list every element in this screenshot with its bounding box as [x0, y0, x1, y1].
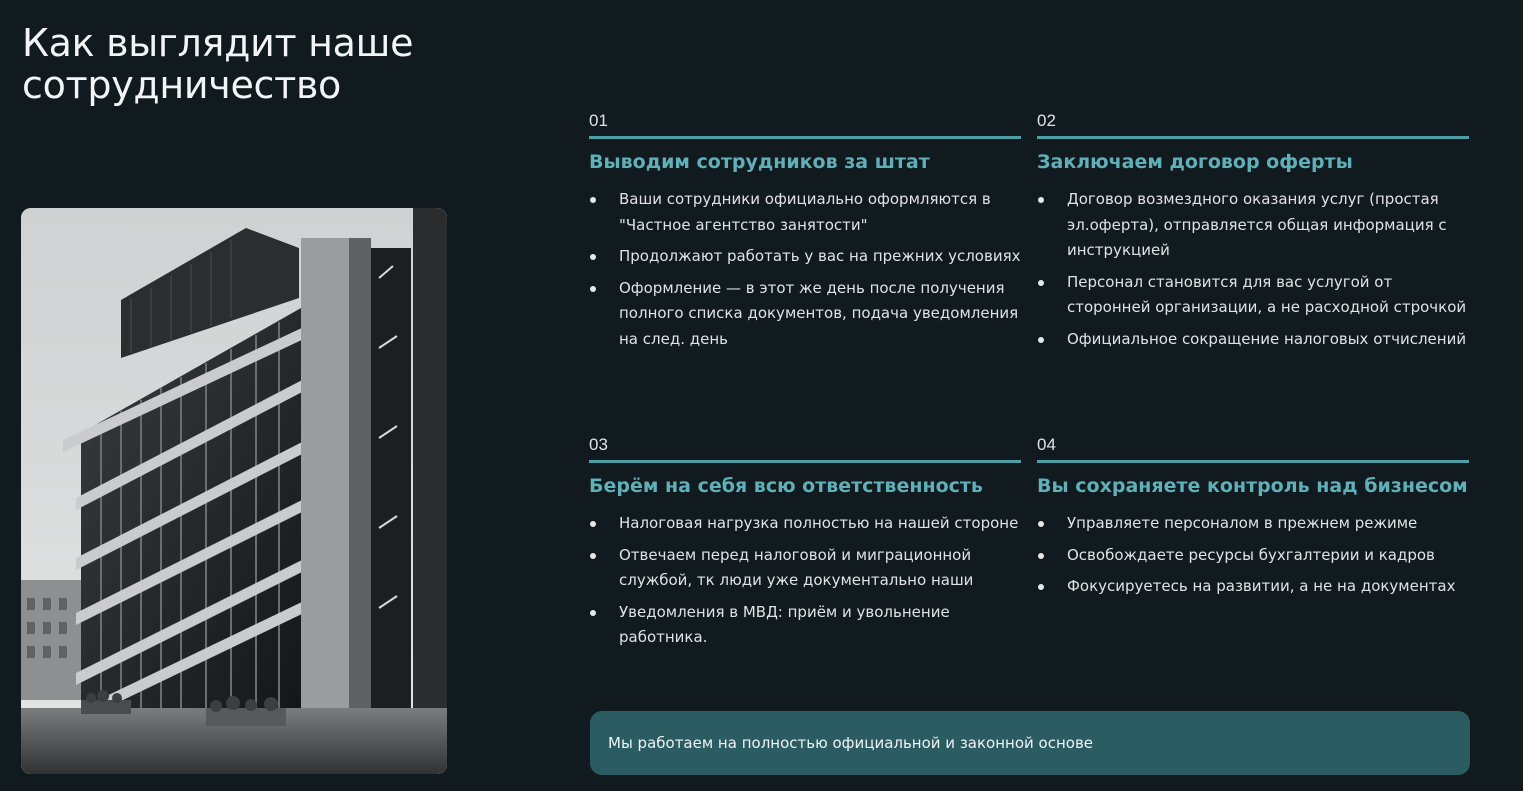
list-item: Оформление — в этот же день после получения полного списка документов, подача уведомления на след. день — [589, 276, 1021, 353]
legal-note-text: Мы работаем на полностью официальной и законной основе — [608, 734, 1094, 752]
page-title: Как выглядит наше сотрудничество — [22, 21, 414, 107]
list-item: Освобождаете ресурсы бухгалтерии и кадров — [1037, 543, 1469, 569]
card-title: Берём на себя всю ответственность — [589, 475, 983, 497]
list-item: Отвечаем перед налоговой и миграционной службой, тк люди уже документально наши — [589, 543, 1021, 594]
card-01 — [589, 110, 1021, 358]
bullet-list — [1037, 511, 1469, 600]
list-item: Фокусируетесь на развитии, а не на документах — [1037, 574, 1469, 600]
card-04 — [1037, 434, 1469, 606]
card-title: Вы сохраняете контроль над бизнесом — [1037, 475, 1468, 497]
card-number: 01 — [589, 111, 608, 130]
legal-note-banner — [590, 711, 1470, 775]
list-item: Официальное сокращение налоговых отчислений — [1037, 327, 1469, 353]
card-number: 03 — [589, 435, 608, 454]
list-item: Ваши сотрудники официально оформляются в "Частное агентство занятости" — [589, 187, 1021, 238]
card-03 — [589, 434, 1021, 657]
card-title: Заключаем договор оферты — [1037, 151, 1353, 173]
office-building-photo — [21, 208, 447, 774]
card-title: Выводим сотрудников за штат — [589, 151, 930, 173]
list-item: Договор возмездного оказания услуг (простая эл.оферта), отправляется общая информация с инструкцией — [1037, 187, 1469, 264]
list-item: Управляете персоналом в прежнем режиме — [1037, 511, 1469, 537]
card-divider — [589, 136, 1021, 139]
list-item: Персонал становится для вас услугой от сторонней организации, а не расходной строчкой — [1037, 270, 1469, 321]
card-divider — [1037, 460, 1469, 463]
list-item: Уведомления в МВД: приём и увольнение работника. — [589, 600, 1021, 651]
card-number: 02 — [1037, 111, 1056, 130]
card-divider — [589, 460, 1021, 463]
list-item: Налоговая нагрузка полностью на нашей стороне — [589, 511, 1021, 537]
card-divider — [1037, 136, 1469, 139]
bullet-list — [1037, 187, 1469, 352]
bullet-list — [589, 187, 1021, 352]
card-number: 04 — [1037, 435, 1056, 454]
list-item: Продолжают работать у вас на прежних условиях — [589, 244, 1021, 270]
bullet-list — [589, 511, 1021, 651]
card-02 — [1037, 110, 1469, 358]
